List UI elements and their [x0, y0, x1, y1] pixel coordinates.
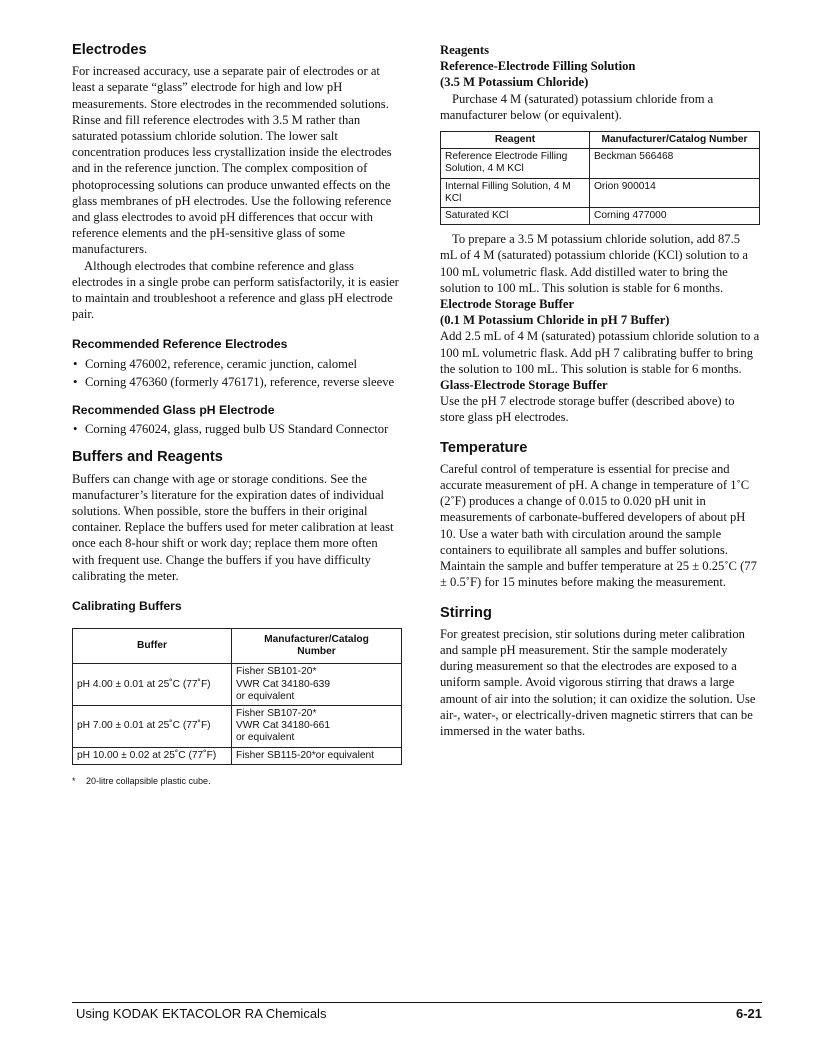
reference-electrodes-list: [72, 356, 402, 390]
table-footnote: * 20-litre collapsible plastic cube.: [72, 775, 211, 786]
table-cell: pH 7.00 ± 0.01 at 25˚C (77˚F): [73, 705, 232, 747]
stirring-heading: Stirring: [440, 604, 492, 621]
table-header-row: [73, 629, 402, 664]
temperature-heading: Temperature: [440, 439, 528, 456]
footer-rule: [72, 1002, 762, 1003]
table-cell: Internal Filling Solution, 4 M KCl: [441, 178, 590, 207]
stirring-paragraph: For greatest precision, stir solutions during meter calibration and sample pH measurement. Stir the sample moderately during measurement so that the electrodes are exposed to a uniform sample. Avoid vigorous stirring that draws a large amount of air into the solution; it can oxidize the solution. Use air-, water-, or electrically-driven magnetic stirrers that can be immersed in the water baths.: [440, 626, 756, 738]
table-row: [441, 149, 760, 178]
table-cell: pH 4.00 ± 0.01 at 25˚C (77˚F): [73, 664, 232, 706]
reference-electrodes-heading: Recommended Reference Electrodes: [72, 337, 288, 352]
table-cell: Corning 477000: [590, 208, 760, 225]
page-number: 6-21: [735, 1006, 762, 1021]
table-row: [73, 705, 402, 747]
table-row: [73, 747, 402, 764]
table-cell: Reference Electrode Filling Solution, 4 M KCl: [441, 149, 590, 178]
table-cell: Fisher SB115-20*or equivalent: [232, 747, 402, 764]
electrodes-paragraph-1: For increased accuracy, use a separate pair of electrodes or at least a separate “glass” electrode for high and low pH measurements. Store electrodes in the recommended solutions. Rinse and fill reference electrodes with 3.5 M rather than saturated potassium chloride solution. The lower salt concentration produces less crystallization inside the electrodes and in the reference junction. The complex composition of photoprocessing solutions can produce unwanted effects on the glass membranes of pH electrodes. Use the following reference and glass electrodes to avoid pH differences that occur with reference elements and the pH-sensitive glass of some manufacturers.: [72, 64, 392, 257]
glass-storage-paragraph: Use the pH 7 electrode storage buffer (described above) to store glass pH electrodes.: [440, 394, 735, 425]
table-cell: Saturated KCl: [441, 208, 590, 225]
calibrating-buffers-table: [72, 628, 402, 764]
table-cell: Fisher SB101-20* VWR Cat 34180-639 or equivalent: [232, 664, 402, 706]
table-cell: Beckman 566468: [590, 149, 760, 178]
footer-title: Using KODAK EKTACOLOR RA Chemicals: [76, 1006, 327, 1021]
buffers-heading: Buffers and Reagents: [72, 449, 223, 466]
list-item: • Corning 476002, reference, ceramic junction, calomel: [73, 356, 358, 371]
list-item: • Corning 476024, glass, rugged bulb US Standard Connector: [73, 422, 389, 437]
electrodes-paragraph-2: Although electrodes that combine reference and glass electrodes in a single probe can perform satisfactorily, it is easier to maintain and troubleshoot a reference and glass pH electrode pair.: [72, 258, 399, 322]
reagents-paragraph-1: Purchase 4 M (saturated) potassium chloride from a manufacturer below (or equivalent).: [440, 91, 714, 122]
glass-storage-heading: Glass-Electrode Storage Buffer: [440, 378, 608, 393]
table-cell: pH 10.00 ± 0.02 at 25˚C (77˚F): [73, 747, 232, 764]
storage-buffer-paragraph: Add 2.5 mL of 4 M (saturated) potassium chloride solution to a 100 mL volumetric flask. Add pH 7 calibrating buffer to bring the solution to 100 mL. This solution is stable for 6 months.: [440, 329, 760, 376]
filling-solution-subheading: (3.5 M Potassium Chloride): [440, 75, 589, 90]
left-column: [72, 42, 402, 789]
glass-electrode-list: [72, 421, 402, 437]
table-cell: Orion 900014: [590, 178, 760, 207]
table-row: [441, 178, 760, 207]
storage-buffer-subheading: (0.1 M Potassium Chloride in pH 7 Buffer): [440, 313, 670, 328]
reagents-heading: Reagents: [440, 43, 489, 57]
glass-electrode-heading: Recommended Glass pH Electrode: [72, 403, 275, 418]
reagents-table: [440, 131, 760, 225]
reagents-paragraph-2: To prepare a 3.5 M potassium chloride solution, add 87.5 mL of 4 M (saturated) potassium chloride (KCl) solution to a 100 mL volumetric flask. Add distilled water to bring the solution to 100 mL. This solution is stable for 6 months.: [440, 232, 749, 295]
calibrating-buffers-heading: Calibrating Buffers: [72, 599, 182, 614]
table-row: [73, 664, 402, 706]
electrodes-heading: Electrodes: [72, 42, 147, 58]
temperature-paragraph: Careful control of temperature is essential for precise and accurate measurement of pH. A change in temperature of 1˚C (2˚F) produces a change of 0.015 to 0.020 pH unit in measurements of carbonate-buffered developers of about pH 10. Use a water bath with circulation around the sample containers to equilibrate all samples and buffer solutions. Maintain the sample and buffer temperature at 25 ± 0.25˚C (77 ± 0.5˚F) for 15 minutes before making the measurement.: [440, 461, 757, 590]
filling-solution-heading: Reference-Electrode Filling Solution: [440, 59, 636, 74]
table-header: Buffer: [73, 629, 232, 664]
table-row: [441, 208, 760, 225]
buffers-paragraph: Buffers can change with age or storage conditions. See the manufacturer’s literature for the expiration dates of individual solutions. When possible, store the buffers in their original container. Replace the buffers used for meter calibration at least once each 8-hour shift or work day; replace them more often with frequent use. Change the buffers if you have difficulty calibrating the meter.: [72, 471, 394, 583]
table-header-row: [441, 132, 760, 149]
storage-buffer-heading: Electrode Storage Buffer: [440, 297, 575, 312]
table-header: Reagent: [441, 132, 590, 149]
table-cell: Fisher SB107-20* VWR Cat 34180-661 or equivalent: [232, 705, 402, 747]
list-item: • Corning 476360 (formerly 476171), reference, reverse sleeve: [73, 374, 395, 389]
table-header: Manufacturer/Catalog Number: [232, 629, 402, 664]
right-column: [440, 42, 760, 739]
table-header: Manufacturer/Catalog Number: [590, 132, 760, 149]
